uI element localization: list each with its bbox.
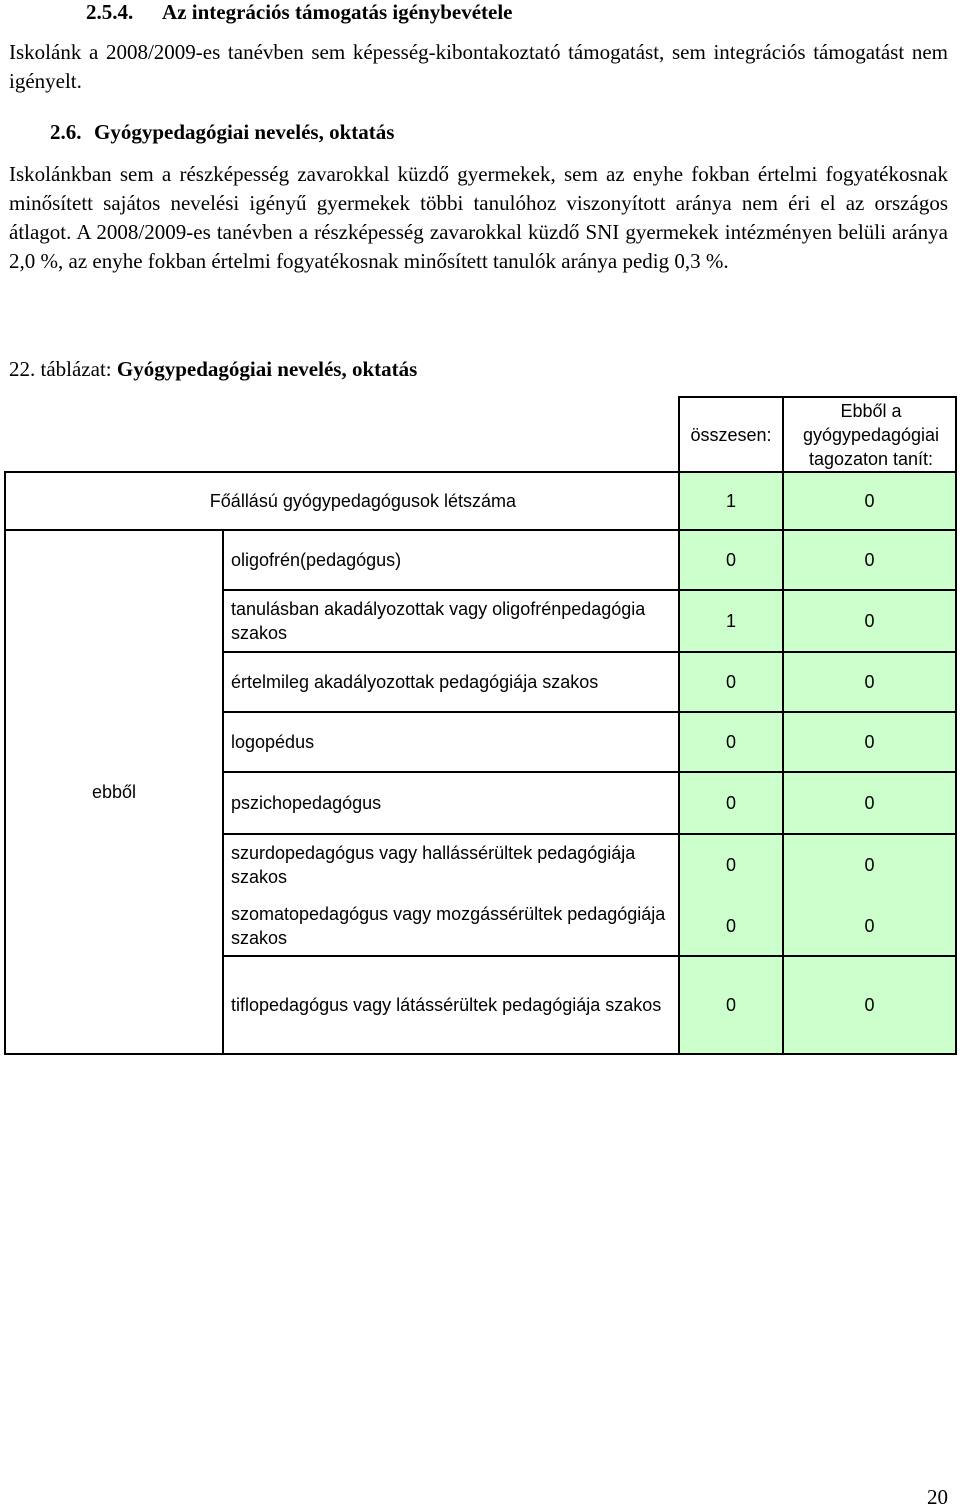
row-label: tiflopedagógus vagy látássérültek pedagógiája szakos <box>231 995 662 1015</box>
paragraph-integration: Iskolánk a 2008/2009-es tanévben sem képesség-kibontakoztató támogatást, sem integrációs támogatást nem igényelt. <box>9 40 948 93</box>
row-total: 1 <box>725 611 736 631</box>
grid-line <box>782 396 784 1055</box>
grid-line <box>4 471 957 473</box>
grid-line <box>222 589 957 591</box>
row-total: 0 <box>725 672 736 692</box>
main-row-special: 0 <box>864 491 875 511</box>
table-caption-title: Gyógypedagógiai nevelés, oktatás <box>116 357 418 381</box>
grid-line <box>678 396 680 1055</box>
row-label: szurdopedagógus vagy hallássérültek pedagógiája szakos <box>231 843 636 887</box>
grid-line <box>222 833 957 835</box>
row-special: 0 <box>864 855 875 875</box>
header-total: összesen: <box>690 424 772 445</box>
section-number: 2.5.4. <box>86 0 134 24</box>
paragraph-special-education: Iskolánkban sem a részképesség zavarokkal küzdő gyermekek, sem az enyhe fokban értelmi fogyatékosnak minősített sajátos nevelési igényű gyermekek többi tanulóhoz viszonyított aránya nem éri el az országos átlagot. A 2008/2009-es tanévben a részképesség zavarokkal küzdő SNI gyermekek intézményen belüli aránya 2,0 %, az enyhe fokban értelmi fogyatékosnak minősített tanulók aránya pedig 0,3 %. <box>9 162 948 273</box>
row-total: 0 <box>725 995 736 1015</box>
header-special: Ebből a gyógypedagógiai tagozaton tanít: <box>802 400 940 469</box>
grid-line <box>222 771 957 773</box>
group-label: ebből <box>91 782 137 802</box>
grid-line <box>955 396 957 1055</box>
row-special: 0 <box>864 995 875 1015</box>
grid-line <box>222 711 957 713</box>
grid-line <box>222 651 957 653</box>
grid-line <box>4 529 957 531</box>
row-special: 0 <box>864 550 875 570</box>
grid-line <box>4 1053 957 1055</box>
table-caption-prefix: 22. táblázat: <box>9 357 117 381</box>
row-label: értelmileg akadályozottak pedagógiája szakos <box>231 672 599 692</box>
section-title: Az integrációs támogatás igénybevétele <box>162 0 513 24</box>
grid-line <box>222 955 957 957</box>
row-special: 0 <box>864 732 875 752</box>
section-number: 2.6. <box>50 120 82 144</box>
section-heading-2-5-4 <box>86 0 513 24</box>
row-label: tanulásban akadályozottak vagy oligofrénpedagógia szakos <box>231 599 646 643</box>
main-row-label: Főállású gyógypedagógusok létszáma <box>209 491 516 511</box>
row-special: 0 <box>864 793 875 813</box>
grid-line <box>679 396 957 398</box>
row-total: 0 <box>725 732 736 752</box>
main-row-total: 1 <box>725 491 736 511</box>
row-special: 0 <box>864 916 875 936</box>
section-heading-2-6 <box>50 120 394 144</box>
row-total: 0 <box>725 855 736 875</box>
row-label: oligofrén(pedagógus) <box>231 550 402 570</box>
row-label: szomatopedagógus vagy mozgássérültek pedagógiája szakos <box>231 904 666 948</box>
row-total: 0 <box>725 916 736 936</box>
row-special: 0 <box>864 672 875 692</box>
grid-line <box>222 529 224 1055</box>
row-total: 0 <box>725 793 736 813</box>
row-label: logopédus <box>231 732 315 752</box>
grid-line <box>4 471 6 1055</box>
table-caption <box>9 356 417 382</box>
page-number: 20 <box>927 1485 948 1509</box>
section-title: Gyógypedagógiai nevelés, oktatás <box>94 120 395 144</box>
row-total: 0 <box>725 550 736 570</box>
row-label: pszichopedagógus <box>231 793 382 813</box>
row-special: 0 <box>864 611 875 631</box>
